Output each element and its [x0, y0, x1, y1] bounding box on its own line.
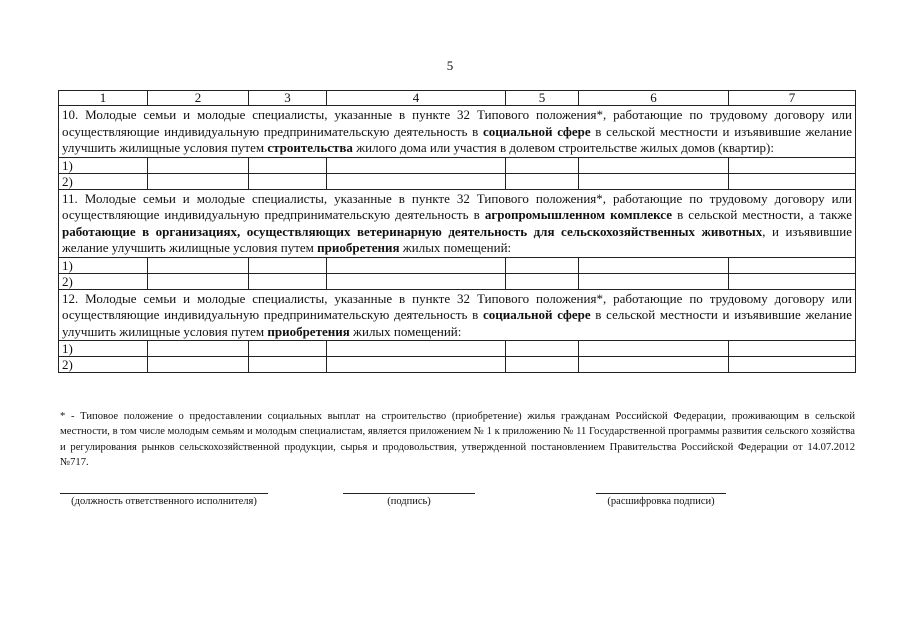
section-text [59, 189, 856, 257]
signature-sign [343, 493, 475, 507]
section-text [59, 289, 856, 341]
empty-cell [506, 257, 579, 273]
empty-cell [148, 257, 249, 273]
empty-cell [506, 273, 579, 289]
section-paragraph [62, 191, 852, 257]
decoding-label: (расшифровка подписи) [607, 496, 715, 507]
empty-cell [327, 257, 506, 273]
column-header: 6 [579, 91, 729, 106]
column-header: 4 [327, 91, 506, 106]
empty-cell [148, 341, 249, 357]
empty-cell [327, 173, 506, 189]
column-header: 7 [729, 91, 856, 106]
emphasis-text: приобретения [267, 323, 350, 339]
form-table [58, 90, 856, 373]
signature-label: (подпись) [387, 496, 431, 507]
footnote [60, 409, 855, 470]
footnote-text: * - Типовое положение о предоставлении социальных выплат на строительство (приобретение) жилья гражданам Российской Федерации, проживающим в сельской местности, в том числе молодым семьям и молодым специалистам, является приложением № 1 к приложению № 11 Государственной программы развития сельского хозяйства и регулирования рынков сельскохозяйственной продукции, сырья и продовольствия, утвержденной постановлением Правительства Российской Федерации от 14.07.2012 №717. [60, 411, 855, 468]
emphasis-text: социальной сфере [483, 307, 591, 322]
table-body [59, 91, 856, 373]
emphasis-text: строительства [267, 140, 353, 155]
header-row [59, 91, 856, 106]
section-text-segment: 12. Молодые семьи и молодые специалисты, указанные в пункте 32 Типового положения*, работающие по трудовому договору или осуществляющие индивидуальную предпринимательскую деятельность в [62, 290, 852, 322]
empty-cell [148, 357, 249, 373]
section-text-segment: 10. Молодые семьи и молодые специалисты, указанные в пункте 32 Типового положения*, работающие по трудовому договору или осуществляющие индивидуальную предпринимательскую деятельность в [62, 107, 852, 139]
empty-cell [148, 173, 249, 189]
row-number: 2) [59, 173, 148, 189]
column-header: 2 [148, 91, 249, 106]
section-text-segment: жилых помещений: [399, 240, 512, 255]
emphasis-text: социальной сфере [483, 123, 591, 139]
empty-cell [579, 257, 729, 273]
section-text-segment: жилых помещений: [349, 323, 462, 339]
section-paragraph [62, 107, 852, 157]
empty-cell [249, 173, 327, 189]
empty-cell [506, 357, 579, 373]
section-text [59, 106, 856, 158]
section-text-segment: в сельской местности и изъявившие желание улучшить жилищные условия путем [62, 123, 852, 155]
empty-cell [729, 257, 856, 273]
empty-cell [729, 273, 856, 289]
empty-cell [327, 357, 506, 373]
section-text-segment: 11. Молодые семьи и молодые специалисты, указанные в пункте 32 Типового положения*, работающие по трудовому договору или осуществляющие индивидуальную предпринимательскую деятельность в [62, 190, 852, 222]
empty-cell [506, 173, 579, 189]
row-number: 1) [59, 341, 148, 357]
empty-cell [249, 157, 327, 173]
empty-cell [579, 273, 729, 289]
row-number: 2) [59, 357, 148, 373]
empty-cell [148, 273, 249, 289]
section-paragraph [62, 291, 852, 341]
empty-cell [327, 157, 506, 173]
empty-cell [729, 341, 856, 357]
section-row [59, 189, 856, 257]
signature-line [60, 493, 268, 494]
section-text-segment: в сельской местности и изъявившие желание улучшить жилищные условия путем [62, 307, 852, 339]
table-row [59, 257, 856, 273]
section-text-segment: жилого дома или участия в долевом строительстве жилых домов (квартир): [352, 140, 774, 155]
table-row [59, 157, 856, 173]
emphasis-text: приобретения [317, 240, 400, 255]
empty-cell [579, 341, 729, 357]
column-header: 3 [249, 91, 327, 106]
position-label: (должность ответственного исполнителя) [71, 496, 257, 507]
empty-cell [729, 357, 856, 373]
column-header: 5 [506, 91, 579, 106]
row-number: 1) [59, 157, 148, 173]
empty-cell [249, 357, 327, 373]
empty-cell [327, 341, 506, 357]
empty-cell [579, 157, 729, 173]
table-row [59, 357, 856, 373]
table-row [59, 341, 856, 357]
empty-cell [579, 173, 729, 189]
empty-cell [506, 157, 579, 173]
signature-line [343, 493, 475, 494]
empty-cell [249, 257, 327, 273]
section-row [59, 289, 856, 341]
column-header: 1 [59, 91, 148, 106]
table-row [59, 273, 856, 289]
page-number: 5 [446, 58, 454, 73]
empty-cell [579, 357, 729, 373]
section-text-segment: в сельской местности, а также [672, 207, 853, 222]
empty-cell [249, 273, 327, 289]
section-text-segment: , и изъявившие желание улучшить жилищные условия путем [62, 223, 853, 255]
row-number: 2) [59, 273, 148, 289]
empty-cell [249, 341, 327, 357]
empty-cell [729, 157, 856, 173]
emphasis-text: агропромышленном комплексе [484, 207, 672, 222]
empty-cell [506, 341, 579, 357]
table-row [59, 173, 856, 189]
empty-cell [729, 173, 856, 189]
empty-cell [148, 157, 249, 173]
section-row [59, 106, 856, 158]
row-number: 1) [59, 257, 148, 273]
signature-line [596, 493, 726, 494]
empty-cell [327, 273, 506, 289]
emphasis-text: работающие в организациях, осуществляющих ветеринарную деятельность для сельскохозяйственных животных [62, 223, 763, 239]
signature-decoding [596, 493, 726, 507]
signature-position [60, 493, 268, 507]
